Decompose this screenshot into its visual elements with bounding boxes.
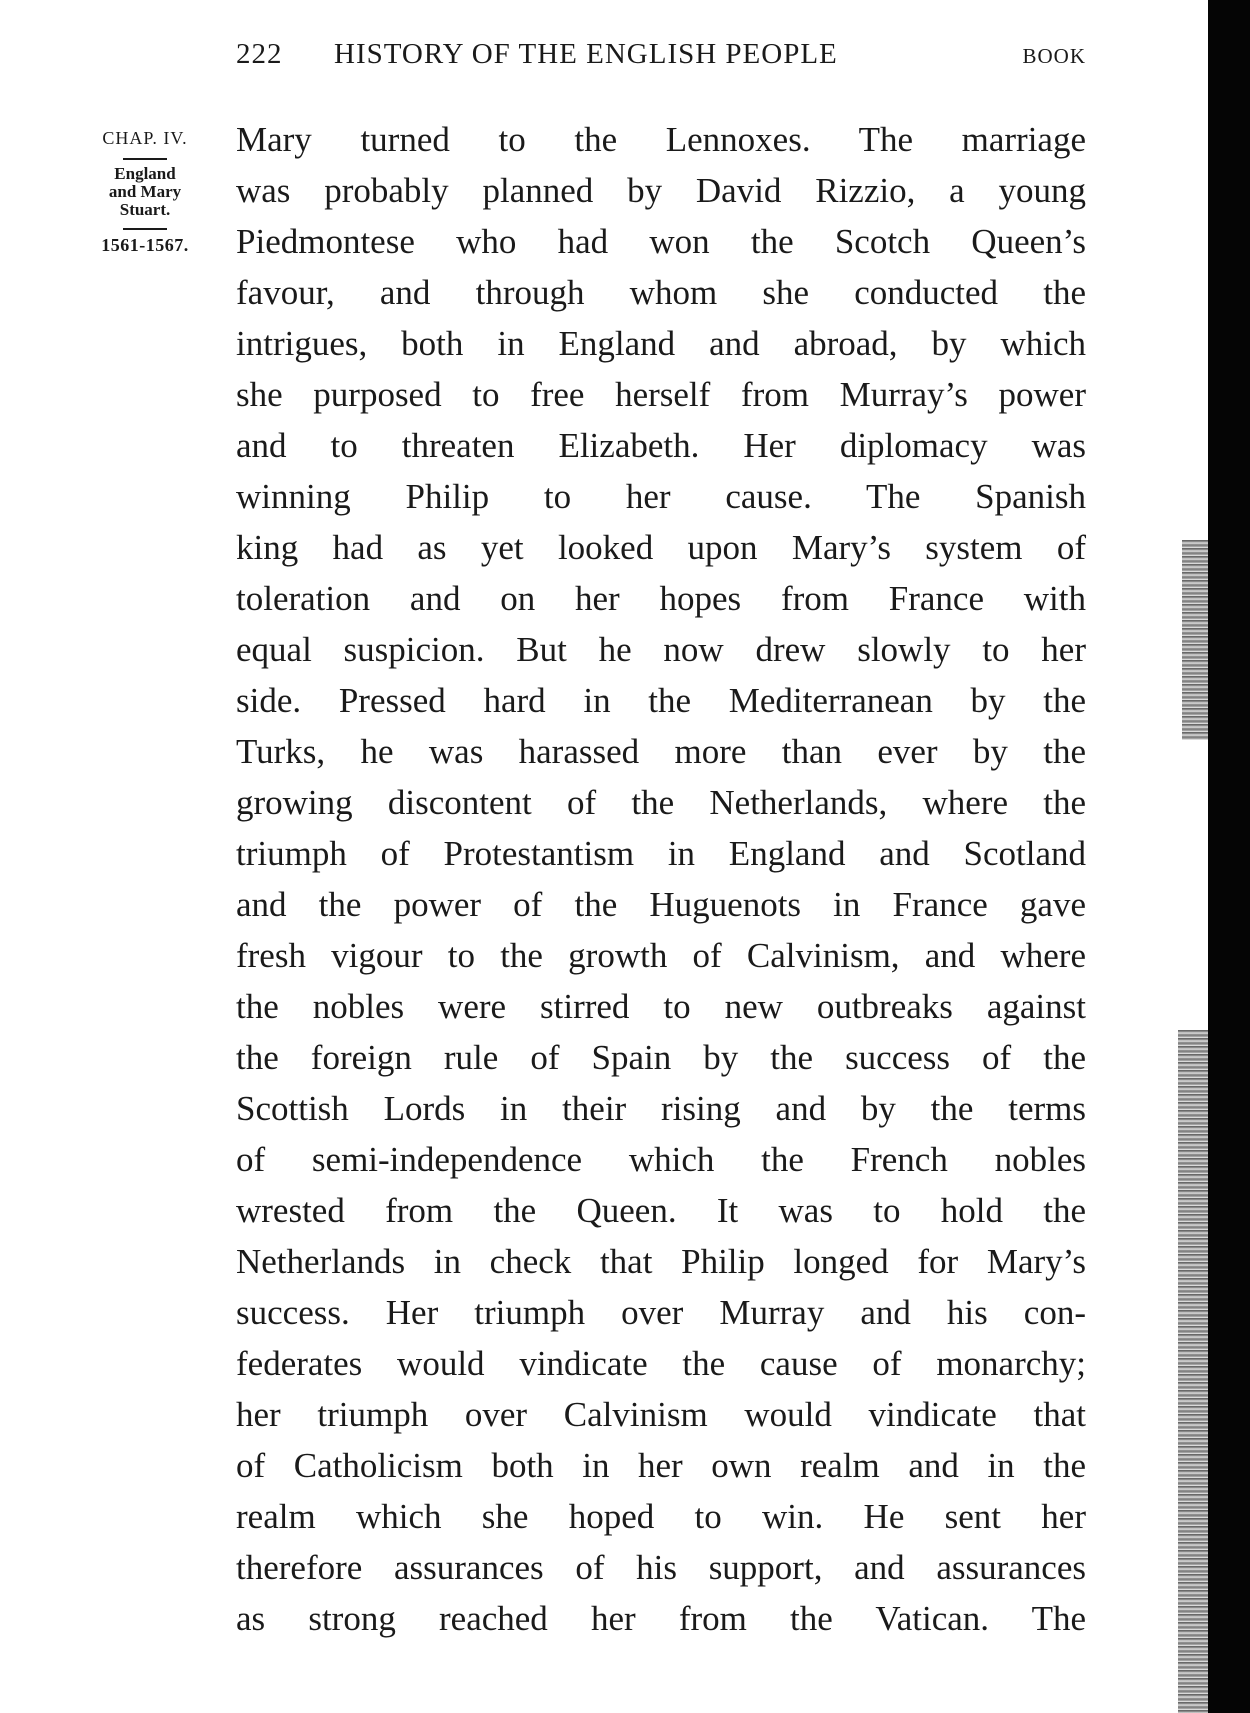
margin-years: 1561-1567. [101, 235, 189, 255]
text-line: as strong reached her from the Vatican. The [236, 1599, 1086, 1638]
running-header [236, 38, 1086, 78]
text-line: side. Pressed hard in the Mediterranean by the [236, 681, 1086, 720]
text-line: she purposed to free herself from Murray’s power [236, 375, 1086, 414]
text-line: federates would vindicate the cause of monarchy; [236, 1344, 1086, 1383]
page-number: 222 [236, 38, 283, 70]
scan-edge-shadow [1182, 540, 1208, 740]
text-line: fresh vigour to the growth of Calvinism, and where [236, 936, 1086, 975]
text-line: favour, and through whom she conducted the [236, 273, 1086, 312]
text-line: growing discontent of the Netherlands, where the [236, 783, 1086, 822]
margin-subject: England and Mary Stuart. [108, 164, 182, 219]
text-line: Turks, he was harassed more than ever by the [236, 732, 1086, 771]
text-line: Mary turned to the Lennoxes. The marriage [236, 120, 1086, 159]
margin-rule [123, 158, 167, 160]
text-line: the nobles were stirred to new outbreaks against [236, 987, 1086, 1026]
text-line: of Catholicism both in her own realm and in the [236, 1446, 1086, 1485]
text-line: king had as yet looked upon Mary’s system of [236, 528, 1086, 567]
text-line: the foreign rule of Spain by the success of the [236, 1038, 1086, 1077]
chapter-label: CHAP. IV. [102, 128, 188, 148]
text-line: winning Philip to her cause. The Spanish [236, 477, 1086, 516]
text-line: her triumph over Calvinism would vindicate that [236, 1395, 1086, 1434]
book-label: BOOK [1022, 44, 1086, 68]
scan-edge [1208, 0, 1250, 1713]
text-line: of semi-independence which the French nobles [236, 1140, 1086, 1179]
margin-rule [123, 228, 167, 230]
margin-notes [80, 120, 210, 256]
text-line: therefore assurances of his support, and assurances [236, 1548, 1086, 1587]
text-line: triumph of Protestantism in England and Scotland [236, 834, 1086, 873]
body-text [236, 114, 1086, 1644]
text-line: and to threaten Elizabeth. Her diplomacy was [236, 426, 1086, 465]
text-line: Scottish Lords in their rising and by the terms [236, 1089, 1086, 1128]
text-line: wrested from the Queen. It was to hold the [236, 1191, 1086, 1230]
text-line: Netherlands in check that Philip longed for Mary’s [236, 1242, 1086, 1281]
running-title: HISTORY OF THE ENGLISH PEOPLE [334, 38, 838, 70]
text-line: equal suspicion. But he now drew slowly to her [236, 630, 1086, 669]
text-line: realm which she hoped to win. He sent her [236, 1497, 1086, 1536]
text-line: toleration and on her hopes from France with [236, 579, 1086, 618]
text-line: Piedmontese who had won the Scotch Queen’s [236, 222, 1086, 261]
text-line: and the power of the Huguenots in France gave [236, 885, 1086, 924]
text-line: was probably planned by David Rizzio, a young [236, 171, 1086, 210]
text-line: intrigues, both in England and abroad, by which [236, 324, 1086, 363]
scan-edge-shadow [1178, 1030, 1208, 1713]
text-line: success. Her triumph over Murray and his con- [236, 1293, 1086, 1332]
